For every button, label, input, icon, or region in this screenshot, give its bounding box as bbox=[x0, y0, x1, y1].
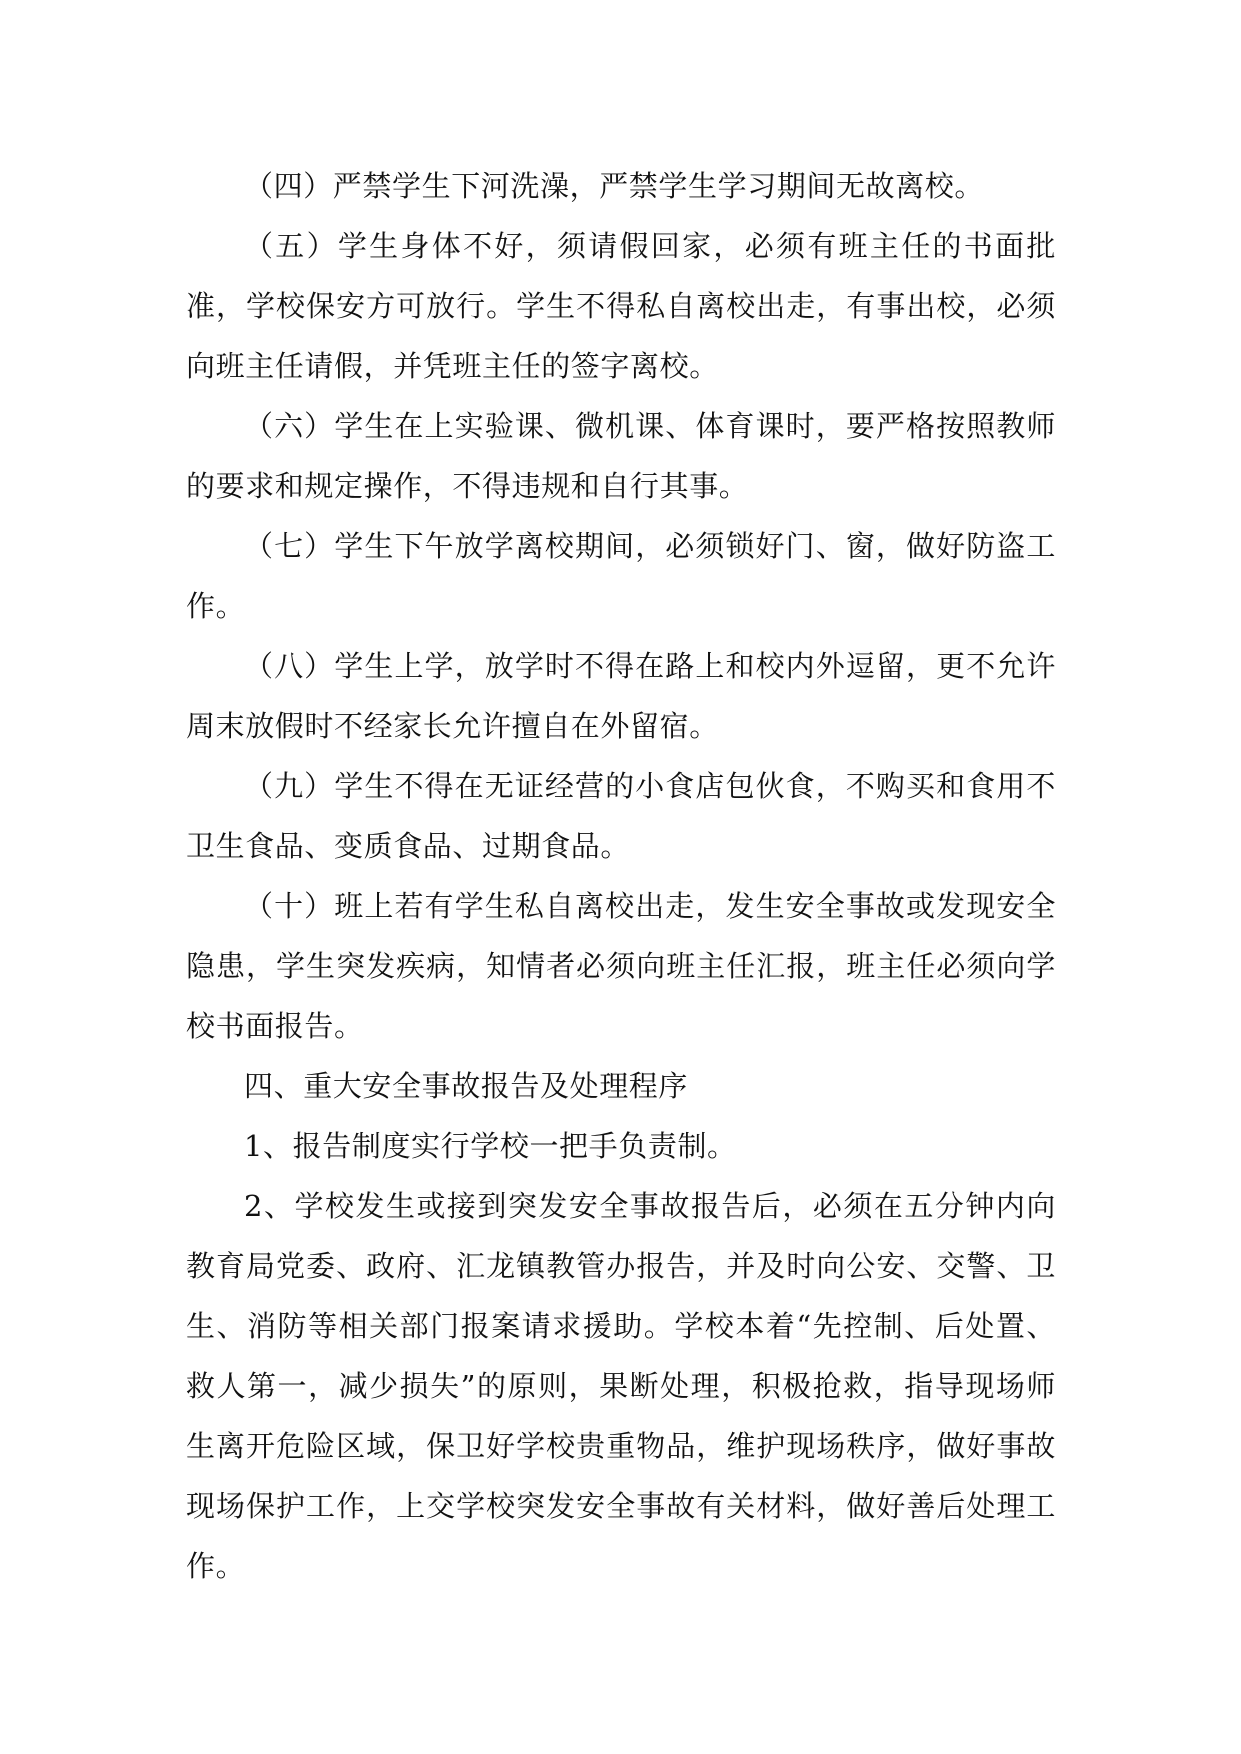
paragraph-item-10: （十）班上若有学生私自离校出走，发生安全事故或发现安全隐患，学生突发疾病，知情者必须向班主任汇报，班主任必须向学校书面报告。 bbox=[186, 889, 1056, 1043]
section-heading-4: 四、重大安全事故报告及处理程序 bbox=[244, 1069, 689, 1103]
paragraph-item-7: （七）学生下午放学离校期间，必须锁好门、窗，做好防盗工作。 bbox=[186, 529, 1056, 623]
paragraph-item-9: （九）学生不得在无证经营的小食店包伙食，不购买和食用不卫生食品、变质食品、过期食品。 bbox=[186, 769, 1056, 863]
document-body bbox=[186, 156, 1056, 1596]
procedure-step-2: 2、学校发生或接到突发安全事故报告后，必须在五分钟内向教育局党委、政府、汇龙镇教管办报告，并及时向公安、交警、卫生、消防等相关部门报案请求援助。学校本着“先控制、后处置、救人第一，减少损失”的原则，果断处理，积极抢救，指导现场师生离开危险区域，保卫好学校贵重物品，维护现场秩序，做好事故现场保护工作，上交学校突发安全事故有关材料，做好善后处理工作。 bbox=[186, 1189, 1056, 1583]
paragraph-item-6: （六）学生在上实验课、微机课、体育课时，要严格按照教师的要求和规定操作，不得违规和自行其事。 bbox=[186, 409, 1056, 503]
procedure-step-1: 1、报告制度实行学校一把手负责制。 bbox=[244, 1129, 737, 1163]
paragraph-item-8: （八）学生上学，放学时不得在路上和校内外逗留，更不允许周末放假时不经家长允许擅自在外留宿。 bbox=[186, 649, 1056, 743]
paragraph-item-5: （五）学生身体不好，须请假回家，必须有班主任的书面批准，学校保安方可放行。学生不得私自离校出走，有事出校，必须向班主任请假，并凭班主任的签字离校。 bbox=[186, 229, 1056, 383]
paragraph-item-4: （四）严禁学生下河洗澡，严禁学生学习期间无故离校。 bbox=[244, 169, 985, 203]
